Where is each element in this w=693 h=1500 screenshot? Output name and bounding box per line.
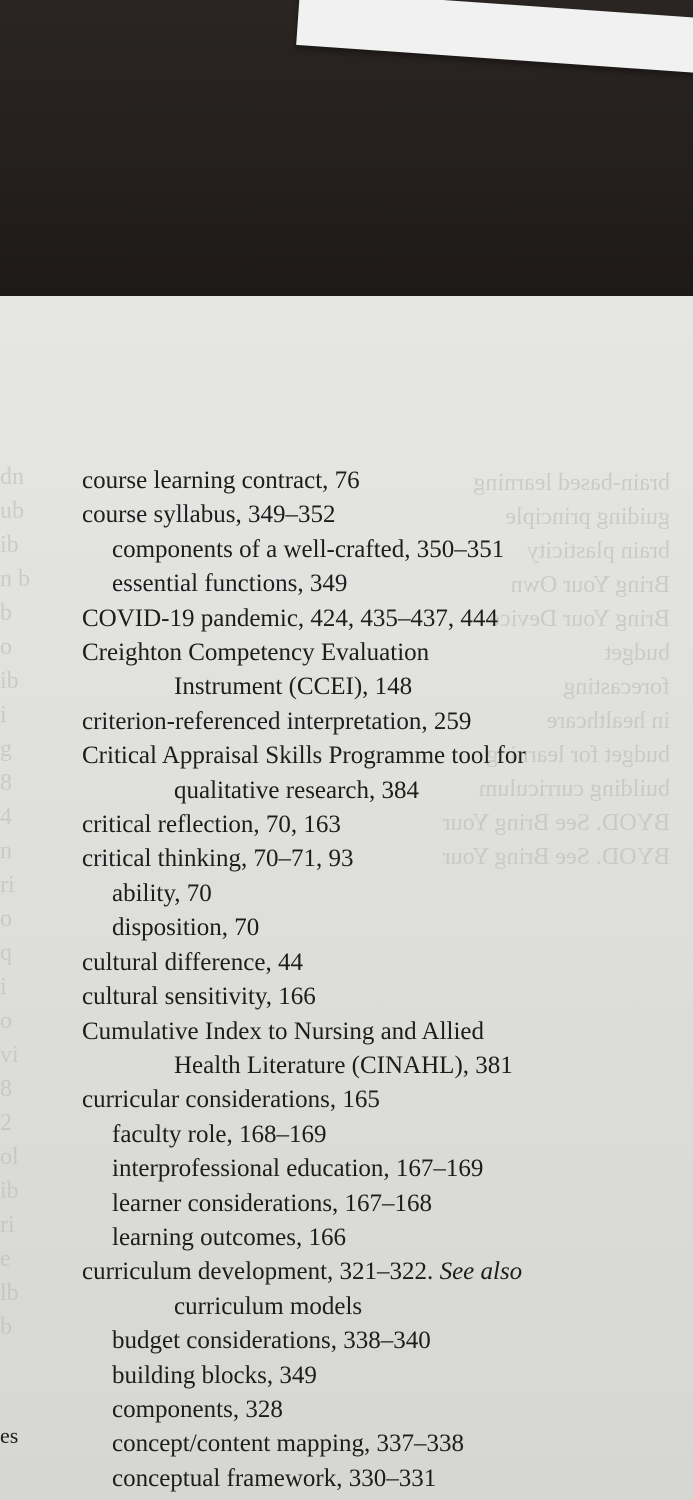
show-through-line: n <box>0 838 12 864</box>
index-entry <box>0 602 693 636</box>
entry-text: learning outcomes, 166 <box>112 1223 346 1251</box>
show-through-line: forecasting <box>563 674 670 700</box>
index-entry <box>0 808 693 842</box>
entry-text: interprofessional education, 167–169 <box>112 1155 484 1183</box>
index-entry <box>0 946 693 980</box>
index-subentry <box>0 533 693 567</box>
entry-text: Cumulative Index to Nursing and Allied <box>82 1017 485 1045</box>
show-through-line: ri <box>0 1212 15 1238</box>
entry-text: curriculum development, 321–322. <box>82 1258 434 1286</box>
adjacent-page-fragment: es <box>0 1423 19 1448</box>
show-through-line: lb <box>0 1280 19 1306</box>
entry-text: concept/content mapping, 337–338 <box>112 1430 465 1458</box>
index-subentry <box>0 1118 693 1152</box>
entry-text: cultural difference, 44 <box>82 948 303 976</box>
index-entry <box>0 1255 693 1289</box>
index-entry <box>0 464 693 498</box>
index-entry <box>0 498 693 532</box>
show-through-line: in healthcare <box>546 708 670 734</box>
show-through-line: q <box>0 940 12 966</box>
show-through-line: Bring Your Own <box>510 572 670 598</box>
show-through-line: BYOD. See Bring Your <box>442 844 670 870</box>
show-through-line: o <box>0 906 12 932</box>
index-entry-continuation <box>0 774 693 808</box>
entry-text: course syllabus, 349–352 <box>82 501 336 529</box>
show-through-line: vi <box>0 1042 19 1068</box>
entry-text: critical thinking, 70–71, 93 <box>82 845 354 873</box>
index-subentry <box>0 1324 693 1358</box>
entry-text: critical reflection, 70, 163 <box>82 811 341 839</box>
show-through-line: g <box>0 736 12 762</box>
index-subentry <box>0 1221 693 1255</box>
show-through-line: ib <box>0 1178 19 1204</box>
show-through-line: 8 <box>0 770 12 796</box>
show-through-line: n b <box>0 566 30 592</box>
show-through-line: brain plasticity <box>526 538 670 564</box>
show-through-line: o <box>0 634 12 660</box>
show-through-line: guiding principle <box>505 504 670 530</box>
show-through-line: b <box>0 600 12 626</box>
show-through-line: ub <box>0 498 24 524</box>
index-subentry <box>0 877 693 911</box>
index-subentry <box>0 1152 693 1186</box>
entry-text: budget considerations, 338–340 <box>112 1327 431 1355</box>
show-through-line: ib <box>0 668 19 694</box>
show-through-line: e <box>0 1246 11 1272</box>
entry-text: COVID-19 pandemic, 424, 435–437, 444 <box>82 604 498 632</box>
entry-text: Creighton Competency Evaluation <box>82 639 430 667</box>
show-through-line: i <box>0 974 7 1000</box>
index-subentry <box>0 1393 693 1427</box>
index-entry <box>0 980 693 1014</box>
index-list <box>0 464 693 1496</box>
entry-text: Instrument (CCEI), 148 <box>174 673 413 701</box>
entry-text: curricular considerations, 165 <box>82 1086 380 1114</box>
show-through-line: 4 <box>0 804 12 830</box>
entry-text: essential functions, 349 <box>112 570 348 598</box>
index-entry-continuation <box>0 1049 693 1083</box>
show-through-line: budget for learning <box>486 742 670 768</box>
entry-text: Critical Appraisal Skills Programme tool for <box>82 742 526 770</box>
entry-text: learner considerations, 167–168 <box>112 1189 433 1217</box>
show-through-line: ib <box>0 532 19 558</box>
entry-text: curriculum models <box>174 1292 363 1320</box>
entry-text: Health Literature (CINAHL), 381 <box>174 1051 513 1079</box>
entry-text: faculty role, 168–169 <box>112 1120 327 1148</box>
entry-text: qualitative research, 384 <box>174 776 420 804</box>
index-entry <box>0 1015 693 1049</box>
show-through-line: budget <box>604 640 670 666</box>
book-page <box>0 296 693 1500</box>
show-through-line: ol <box>0 1144 19 1170</box>
show-through-line: i <box>0 702 7 728</box>
entry-text: criterion-referenced interpretation, 259 <box>82 707 472 735</box>
show-through-line: 8 <box>0 1076 12 1102</box>
show-through-line: brain-based learning <box>473 470 670 496</box>
index-subentry <box>0 1427 693 1461</box>
index-subentry <box>0 1462 693 1496</box>
show-through-line: Bring Your Device <box>489 606 670 632</box>
entry-text: cultural sensitivity, 166 <box>82 983 316 1011</box>
index-subentry <box>0 1187 693 1221</box>
show-through-line: 2 <box>0 1110 12 1136</box>
index-subentry <box>0 911 693 945</box>
show-through-line: ri <box>0 872 15 898</box>
index-entry <box>0 842 693 876</box>
show-through-line: o <box>0 1008 12 1034</box>
entry-text: building blocks, 349 <box>112 1361 317 1389</box>
entry-text: disposition, 70 <box>112 914 260 942</box>
entry-text: components of a well-crafted, 350–351 <box>112 535 505 563</box>
index-subentry <box>0 1359 693 1393</box>
entry-text: conceptual framework, 330–331 <box>112 1464 437 1492</box>
index-entry-continuation <box>0 670 693 704</box>
show-through-line: b <box>0 1314 12 1340</box>
index-entry <box>0 705 693 739</box>
index-entry <box>0 739 693 773</box>
show-through-line: BYOD. See Bring Your <box>442 810 670 836</box>
index-subentry <box>0 567 693 601</box>
see-also-reference: See also <box>439 1258 523 1286</box>
index-entry <box>0 1083 693 1117</box>
entry-text: ability, 70 <box>112 879 212 907</box>
entry-text: components, 328 <box>112 1395 283 1423</box>
entry-text: course learning contract, 76 <box>82 467 360 494</box>
index-entry <box>0 636 693 670</box>
index-entry-continuation <box>0 1290 693 1324</box>
show-through-line: building curriculum <box>478 776 670 802</box>
show-through-line: dn <box>0 464 24 490</box>
